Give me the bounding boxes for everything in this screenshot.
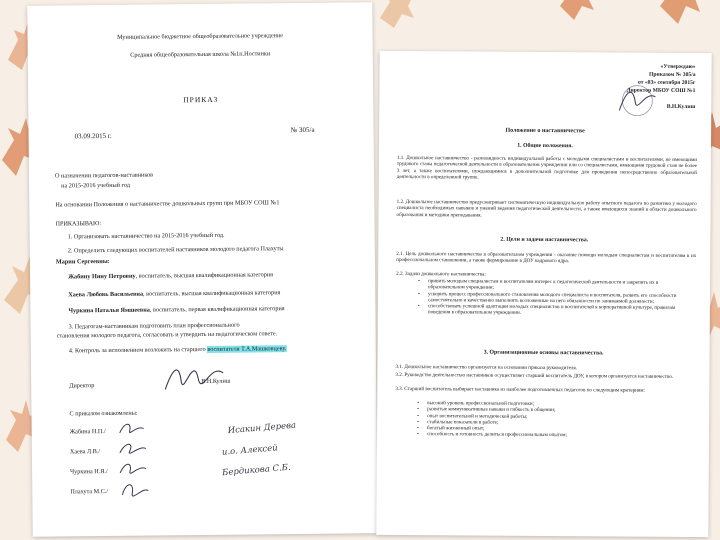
- acquainted-label: С приказом ознакомлены:: [69, 409, 138, 418]
- order-subject-line1: О назначении педагогов-наставников: [54, 171, 154, 180]
- order-basis: На основании Положения о наставничестве дошкольных групп при МБОУ СОШ №1: [55, 199, 280, 209]
- maple-leaf-icon: [660, 0, 702, 24]
- para-3-1: 3.1. Дошкольное наставничество организуется на основании приказа руководителя.: [395, 363, 578, 372]
- order-item3-line2: становления молодого педагога, согласовать и утвердить на педагогическом совете.: [56, 330, 278, 340]
- order-item3-line1: 3. Педагогам-наставникам подготовить план профессионального: [68, 321, 240, 331]
- order-item4: 4. Контроль за исполнением возложить на старшего воспитателя Т.А.Машковцеву.: [68, 345, 287, 355]
- order-item2-line2: Марии Сергеевны:: [55, 257, 110, 266]
- list-item: • способствовать успешной адаптации молодых специалистов и воспитателей к корпоративной культуре, правилам поведения в образовательном учреждении.: [418, 303, 696, 318]
- mentor-2: Хаева Любовь Васильевна, воспитатель, высшая квалификационная категория: [68, 289, 281, 299]
- para-2-2: 2.2. Задачи дошкольного наставничества:: [396, 270, 486, 278]
- list-item: • привить молодым специалистам и воспитателям интерес к педагогической деятельности и закрепить их в образовательном учреждении;: [418, 278, 696, 293]
- regulation-title: Положение о наставничестве: [505, 127, 585, 135]
- section2-title: 2. Цели и задачи наставничества.: [500, 236, 589, 244]
- para-3-2: 3.2. Руководство деятельностью наставников осуществляет старший воспитатель ДОУ, в котором организуется наставничество.: [395, 371, 674, 380]
- order-number: № 305/а: [290, 125, 315, 135]
- maple-leaf-icon: [380, 0, 414, 28]
- acq-name-1: Жабина Н.П./: [69, 428, 106, 436]
- acq-name-4: Плахута М.С./: [70, 488, 109, 496]
- approve-label: «Утверждаю»: [660, 63, 696, 71]
- maple-leaf-icon: [560, 0, 594, 20]
- approve-director: Директор МБОУ СОШ №1: [626, 87, 696, 95]
- tasks-list: [418, 278, 696, 318]
- approve-date: от «03» сентября 2015г: [637, 79, 696, 87]
- list-item: • высокий уровень профессиональной подготовки;: [417, 400, 695, 408]
- list-item: • способность и готовность делиться профессиональным опытом;: [417, 432, 695, 440]
- list-item: • ускорить процесс профессионального становления молодого специалиста и воспитателя, развить его способности самостоятельно и качественно выполнять возложенные на него обязанности по занимаемой должности;: [418, 291, 696, 306]
- mentor-1: Жабину Нину Петровну, воспитатель, высшая квалификационная категория: [68, 271, 273, 281]
- list-item: • развитые коммуникативные навыки и гибкость в общении;: [417, 406, 695, 414]
- institution-line2: Средняя общеобразовательная школа №1п.Ностинки: [130, 50, 271, 59]
- handwritten-3: Бердикова С.Б.: [221, 462, 292, 479]
- section3-title: 3. Организационные основы наставничества.: [483, 349, 604, 357]
- list-item: • богатый жизненный опыт;: [417, 425, 695, 433]
- approve-director-sign: В.Н.Кулиш: [666, 103, 696, 111]
- para-3-3: 3.3. Старший воспитатель выбирает наставника из наиболее подготовленных педагогов по следующим критериям:: [395, 385, 645, 394]
- order-date: 03.09.2015 г.: [74, 131, 112, 141]
- order-item1: 1. Организовать наставничество на 2015-2016 учебный год.: [67, 231, 225, 241]
- handwritten-2: и.о. Алексей: [221, 443, 279, 458]
- regulation-document: [376, 51, 711, 537]
- order-word: ПРИКАЗЫВАЮ:: [55, 220, 102, 228]
- para-1-1: 1.1. Дошкольное наставничество - разновидность индивидуальной работы с молодыми специалистами и воспитателями, не имеющими трудового стажа педагогической деятельности в образовательном учреждении или со специалистами, имеющими трудовой стаж не более 3 лет, а также воспитателями, нуждающимися в дополнительной подготовке для проведения непосредственно образовательной деятельности в определенной группе.: [396, 154, 697, 181]
- institution-line1: Муниципальное бюджетное общеобразовательное учреждение: [117, 32, 284, 41]
- order-item2-line1: 2. Определить следующих воспитателей наставников молодого педагога Плахуты: [67, 245, 284, 255]
- order-subject-line2: на 2015-2016 учебный год: [61, 181, 130, 190]
- para-1-2: 1.2. Дошкольное наставничество предусматривает систематическую индивидуальную работу опытного педагога по развитию у молодого специалиста необходимых навыков и умений ведения педагогической деятельности, а также имеющихся знаний в области дошкольного образования и методики преподавания.: [396, 198, 697, 219]
- director-label: Директор: [69, 382, 95, 390]
- criteria-list: [417, 400, 695, 440]
- order-document: [27, 2, 378, 537]
- order-title: ПРИКАЗ: [183, 94, 219, 105]
- list-item: • опыт воспитательной и методической работы;: [417, 413, 695, 421]
- list-item: • стабильные показатели в работе;: [417, 419, 695, 427]
- highlighted-text: воспитателя Т.А.Машковцеву.: [207, 345, 287, 353]
- section1-title: 1. Общие положения.: [517, 142, 573, 150]
- handwritten-1: Исакин Дерева: [227, 420, 297, 437]
- approval-signature: [615, 80, 663, 120]
- staff-signatures: [116, 418, 157, 508]
- acq-name-3: Чуркина Н.Я./: [70, 468, 108, 476]
- director-name: В.Н.Кулиш: [201, 377, 231, 386]
- approve-order: Приказом № 305/а: [649, 71, 696, 79]
- acq-name-2: Хаева Л.В./: [69, 448, 101, 456]
- mentor-3: Чуркина Наталья Ямшеевна, воспитатель, первая квалификационная категория: [68, 305, 285, 315]
- para-2-1: 2.1. Цель дошкольного наставничества в образовательном учреждении - оказание помощи молодым специалистам и воспитателям в их профессиональном становлении, а также формирование в ДОУ кадрового ядра.: [396, 250, 697, 265]
